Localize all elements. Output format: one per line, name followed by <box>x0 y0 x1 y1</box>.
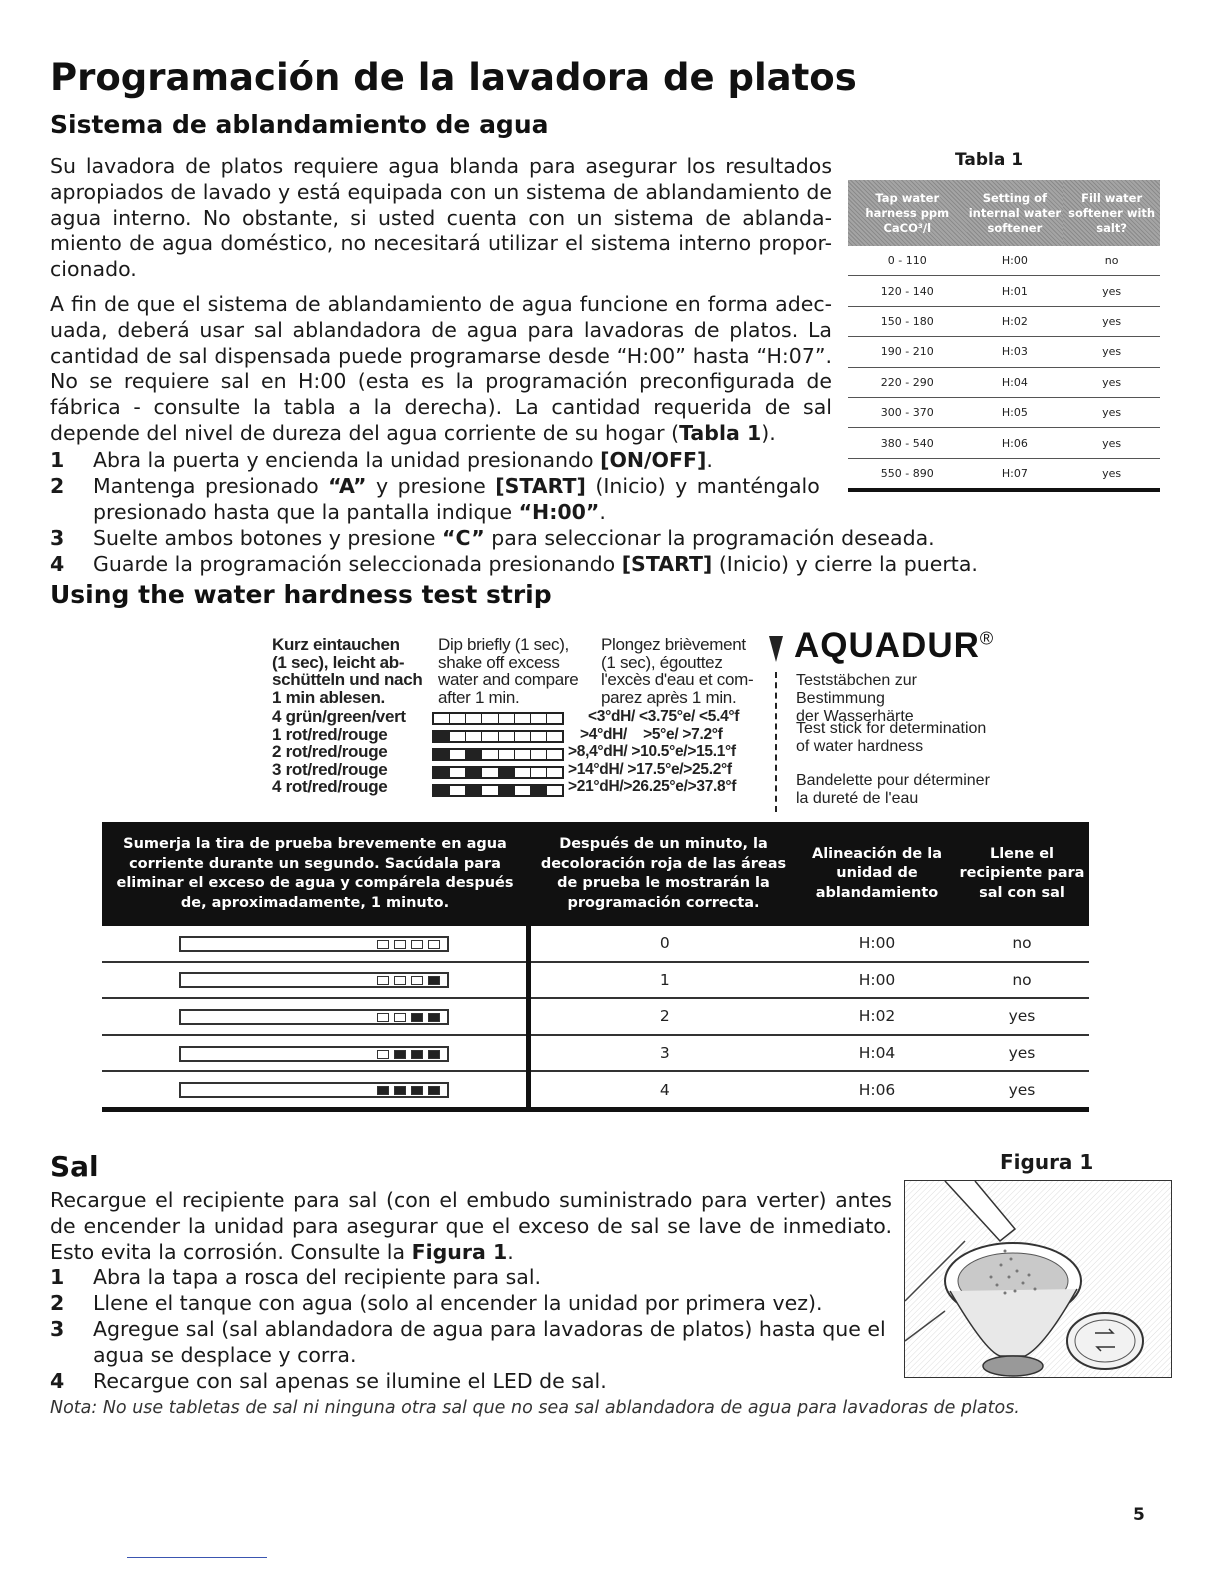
step-text: Abra la puerta y encienda la unidad presionando <box>93 448 601 472</box>
cell-salt: yes <box>1063 337 1160 367</box>
text-line: der Wasserhärte <box>796 708 914 725</box>
cell-setting: H:04 <box>799 1035 955 1072</box>
text-line: water and compare <box>438 670 579 689</box>
test-pad <box>428 1086 440 1095</box>
mini-strip-4 <box>432 784 564 797</box>
cell-setting: H:00 <box>799 926 955 962</box>
cell-salt: yes <box>1063 428 1160 458</box>
text-line: 2 rot/red/rouge <box>272 742 388 761</box>
text-line: Teststäbchen zur Bestimmung <box>796 672 917 707</box>
cell-strip <box>102 998 528 1035</box>
step-text-end: . <box>599 500 606 524</box>
cell-hardness: 550 - 890 <box>848 458 967 490</box>
step-text: presionado hasta que la pantalla indique <box>93 500 519 524</box>
test-strip-icon <box>179 936 449 952</box>
step-number: 3 <box>50 1317 65 1341</box>
page-title: Programación de la lavadora de platos <box>50 56 857 99</box>
cell-fill-salt: yes <box>955 1035 1089 1072</box>
cell-setting: H:02 <box>967 306 1064 336</box>
cell-red-areas: 1 <box>528 962 799 999</box>
step-number: 4 <box>50 1369 65 1393</box>
cell-setting: H:07 <box>967 458 1064 490</box>
step-text: Llene el tanque con agua (solo al encender la unidad por primera vez). <box>93 1291 823 1315</box>
text-line: Bandelette pour déterminer <box>796 772 990 789</box>
table-row <box>848 367 1160 397</box>
test-pad <box>411 1050 423 1059</box>
table-row <box>848 397 1160 427</box>
softener-salt-paragraph <box>50 292 832 447</box>
french-instructions <box>601 636 753 706</box>
header-fill-salt: Llene el recipiente para sal con sal <box>955 822 1089 926</box>
cell-hardness: 150 - 180 <box>848 306 967 336</box>
test-strip-icon <box>179 1009 449 1025</box>
table-row <box>848 306 1160 336</box>
text-line: >14°dH/ >17.5°e/>25.2°f <box>568 760 732 778</box>
cell-salt: yes <box>1063 306 1160 336</box>
test-pad <box>377 1013 389 1022</box>
cell-hardness: 0 - 110 <box>848 246 967 276</box>
text-line: la dureté de l'eau <box>796 790 919 807</box>
step-number: 3 <box>50 526 65 550</box>
header-discoloration: Después de un minuto, la decoloración roja de las áreas de prueba le mostrarán la programación correcta. <box>528 822 799 926</box>
step-number: 1 <box>50 448 65 472</box>
brand-description-de <box>796 672 1002 726</box>
table-row <box>102 1035 1089 1072</box>
test-pad <box>377 1050 389 1059</box>
cell-setting: H:01 <box>967 276 1064 306</box>
step-text: Recargue con sal apenas se ilumine el LED de sal. <box>93 1369 607 1393</box>
text-line: 4 rot/red/rouge <box>272 777 388 796</box>
cell-hardness: 220 - 290 <box>848 367 967 397</box>
paragraph-text: Recargue el recipiente para sal (con el embudo suministrado para verter) antes de encender la unidad para asegurar que el exceso de sal se lave de inmediato. Esto evita la corrosión. Consulte la <box>50 1188 892 1264</box>
funnel-icon <box>905 1181 1172 1378</box>
text-line: (1 sec), égouttez <box>601 652 723 672</box>
test-pad <box>428 1050 440 1059</box>
cell-fill-salt: yes <box>955 1071 1089 1109</box>
text-line: Plongez brièvement <box>601 635 746 654</box>
text-line: l'excès d'eau et com- <box>601 670 754 689</box>
step-text: Mantenga presionado <box>93 474 329 498</box>
water-hardness-table <box>848 180 1160 492</box>
cell-red-areas: 4 <box>528 1071 799 1109</box>
step-text: Agregue sal (sal ablandadora de agua para lavadoras de platos) hasta que el <box>93 1317 886 1341</box>
text-line: (1 sec), leicht ab- <box>272 652 405 672</box>
test-pad <box>394 1013 406 1022</box>
test-pad <box>377 976 389 985</box>
aquadur-logo: AQUADUR® <box>794 626 995 665</box>
header-dip-instructions: Sumerja la tira de prueba brevemente en agua corriente durante un segundo. Sacúdala para eliminar el exceso de agua y compárela después de, aproximadamente, 1 minuto. <box>102 822 528 926</box>
cell-setting: H:03 <box>967 337 1064 367</box>
text-line: parez après 1 min. <box>601 687 737 707</box>
step-text-end: (Inicio) y cierre la puerta. <box>712 552 978 576</box>
header-setting: Setting of internal water softener <box>967 180 1064 246</box>
text-line: >21°dH/>26.25°e/>37.8°f <box>568 778 737 795</box>
test-pad <box>394 976 406 985</box>
step-key: “H:00” <box>518 500 600 524</box>
cell-strip <box>102 926 528 962</box>
step-number: 2 <box>50 474 65 498</box>
test-strip-icon <box>179 1046 449 1062</box>
header-fill-salt: Fill water softener with salt? <box>1063 180 1160 246</box>
section-heading-salt: Sal <box>50 1150 99 1183</box>
cell-salt: yes <box>1063 458 1160 490</box>
step-text: Abra la tapa a rosca del recipiente para sal. <box>93 1265 542 1289</box>
cell-setting: H:00 <box>799 962 955 999</box>
cell-setting: H:05 <box>967 397 1064 427</box>
test-pad <box>411 976 423 985</box>
cell-red-areas: 2 <box>528 998 799 1035</box>
english-instructions <box>438 636 578 706</box>
cell-strip <box>102 962 528 999</box>
test-pad <box>377 940 389 949</box>
step-text-end: . <box>706 448 713 472</box>
salt-note: Nota: No use tabletas de sal ni ninguna otra sal que no sea sal ablandadora de agua para lavadoras de platos. <box>50 1398 1020 1418</box>
table-row <box>848 276 1160 306</box>
mini-strip-3 <box>432 766 564 779</box>
figure-reference: Figura 1 <box>411 1239 508 1264</box>
cell-setting: H:04 <box>967 367 1064 397</box>
text-line: Kurz eintauchen <box>272 635 400 654</box>
text-line: 4 grün/green/vert <box>272 707 406 726</box>
step-text-mid: y presione <box>366 474 496 498</box>
paragraph-end: . <box>507 1239 514 1264</box>
mini-strip-1 <box>432 730 564 743</box>
cell-salt: no <box>1063 246 1160 276</box>
cell-setting: H:06 <box>799 1071 955 1109</box>
page-number: 5 <box>1133 1505 1145 1525</box>
text-line: shake off excess <box>438 652 560 672</box>
step-key: [ON/OFF] <box>600 448 707 472</box>
text-line: 1 rot/red/rouge <box>272 724 388 744</box>
table-1-caption: Tabla 1 <box>955 150 1024 170</box>
cell-hardness: 190 - 210 <box>848 337 967 367</box>
cell-fill-salt: no <box>955 926 1089 962</box>
test-strip-icon <box>179 972 449 988</box>
brand-description-en <box>796 720 986 756</box>
german-instructions <box>272 636 422 706</box>
text-line: Dip briefly (1 sec), <box>438 635 569 654</box>
salt-paragraph <box>50 1188 892 1265</box>
mini-strip-2 <box>432 748 564 761</box>
test-pad <box>411 1013 423 1022</box>
text-line: <3°dH/ <3.75°e/ <5.4°f <box>588 708 740 725</box>
test-pad <box>428 1013 440 1022</box>
text-line: 1 min ablesen. <box>272 687 385 707</box>
text-line: of water hardness <box>796 738 924 755</box>
table-row <box>848 337 1160 367</box>
color-rows-labels <box>272 708 406 796</box>
cell-setting: H:02 <box>799 998 955 1035</box>
table-row <box>848 458 1160 490</box>
step-number: 1 <box>50 1265 65 1289</box>
section-heading-test-strip: Using the water hardness test strip <box>50 580 552 609</box>
figure-1-salt-funnel-illustration <box>904 1180 1172 1378</box>
table-row <box>848 428 1160 458</box>
test-pad <box>411 1086 423 1095</box>
footer-link-line <box>127 1557 267 1558</box>
step-text: agua se desplace y corra. <box>93 1343 357 1367</box>
cell-setting: H:06 <box>967 428 1064 458</box>
test-pad <box>394 1086 406 1095</box>
header-alignment: Alineación de la unidad de ablandamiento <box>799 822 955 926</box>
cell-strip <box>102 1035 528 1072</box>
strip-marker-icon <box>769 636 783 662</box>
text-line: schütteln und nach <box>272 670 423 689</box>
header-tap-water: Tap water harness ppm CaCO³/l <box>848 180 967 246</box>
test-pad <box>394 940 406 949</box>
table-row <box>102 1071 1089 1109</box>
cell-salt: yes <box>1063 367 1160 397</box>
step-key: “A” <box>328 474 367 498</box>
step-text: Suelte ambos botones y presione <box>93 526 442 550</box>
step-text-end: para seleccionar la programación deseada. <box>484 526 935 550</box>
cell-red-areas: 3 <box>528 1035 799 1072</box>
cell-salt: yes <box>1063 276 1160 306</box>
cell-salt: yes <box>1063 397 1160 427</box>
cell-strip <box>102 1071 528 1109</box>
section-heading-softener: Sistema de ablandamiento de agua <box>50 110 549 139</box>
hardness-values <box>568 708 739 796</box>
table-reference: Tabla 1 <box>679 420 762 445</box>
test-strip-table <box>102 822 1089 1112</box>
text-line: 3 rot/red/rouge <box>272 759 388 779</box>
brand-description-fr <box>796 772 990 808</box>
paragraph-text: A fin de que el sistema de ablandamiento de agua funcione en forma adec-uada, deberá usar sal ablandadora de agua para lavadoras de platos. La cantidad de sal dispensada puede programarse desde “H:00” hasta “H:07”. No se requiere sal en H:00 (esta es la programación preconfigurada de fábrica - consulte la tabla a la derecha). La cantidad requerida de sal depende del nivel de dureza del agua corriente de su hogar ( <box>50 292 832 445</box>
cell-hardness: 120 - 140 <box>848 276 967 306</box>
step-text: Guarde la programación seleccionada presionando <box>93 552 622 576</box>
cell-hardness: 380 - 540 <box>848 428 967 458</box>
figure-1-caption: Figura 1 <box>1000 1150 1094 1174</box>
cell-fill-salt: yes <box>955 998 1089 1035</box>
softener-intro-paragraph: Su lavadora de platos requiere agua blanda para asegurar los resultados apropiados de lavado y está equipada con un sistema de ablandamiento de agua interno. No obstante, si usted cuenta con un sistema de ablanda-miento de agua doméstico, no necesitará utilizar el sistema interno propor-cionado. <box>50 154 832 282</box>
step-text-end: (Inicio) y manténgalo <box>585 474 820 498</box>
aquadur-test-strip-label <box>272 626 1002 812</box>
cell-fill-salt: no <box>955 962 1089 999</box>
mini-strip-0 <box>432 712 564 725</box>
text-line: >4°dH/ >5°e/ >7.2°f <box>580 725 723 743</box>
step-key-2: [START] <box>495 474 586 498</box>
test-pad <box>394 1050 406 1059</box>
step-key: [START] <box>621 552 713 576</box>
text-line: Test stick for determination <box>796 720 987 737</box>
table-row <box>848 246 1160 276</box>
test-strip-icon <box>179 1082 449 1098</box>
step-key: “C” <box>442 526 485 550</box>
paragraph-end: ). <box>761 420 776 445</box>
dashed-divider <box>775 672 777 812</box>
test-pad <box>428 976 440 985</box>
table-row <box>102 998 1089 1035</box>
test-pad <box>411 940 423 949</box>
cell-hardness: 300 - 370 <box>848 397 967 427</box>
test-pad <box>428 940 440 949</box>
step-number: 2 <box>50 1291 65 1315</box>
cell-red-areas: 0 <box>528 926 799 962</box>
cell-setting: H:00 <box>967 246 1064 276</box>
table-row <box>102 962 1089 999</box>
table-row <box>102 926 1089 962</box>
text-line: after 1 min. <box>438 687 520 707</box>
text-line: >8,4°dH/ >10.5°e/>15.1°f <box>568 743 736 760</box>
step-number: 4 <box>50 552 65 576</box>
test-pad <box>377 1086 389 1095</box>
